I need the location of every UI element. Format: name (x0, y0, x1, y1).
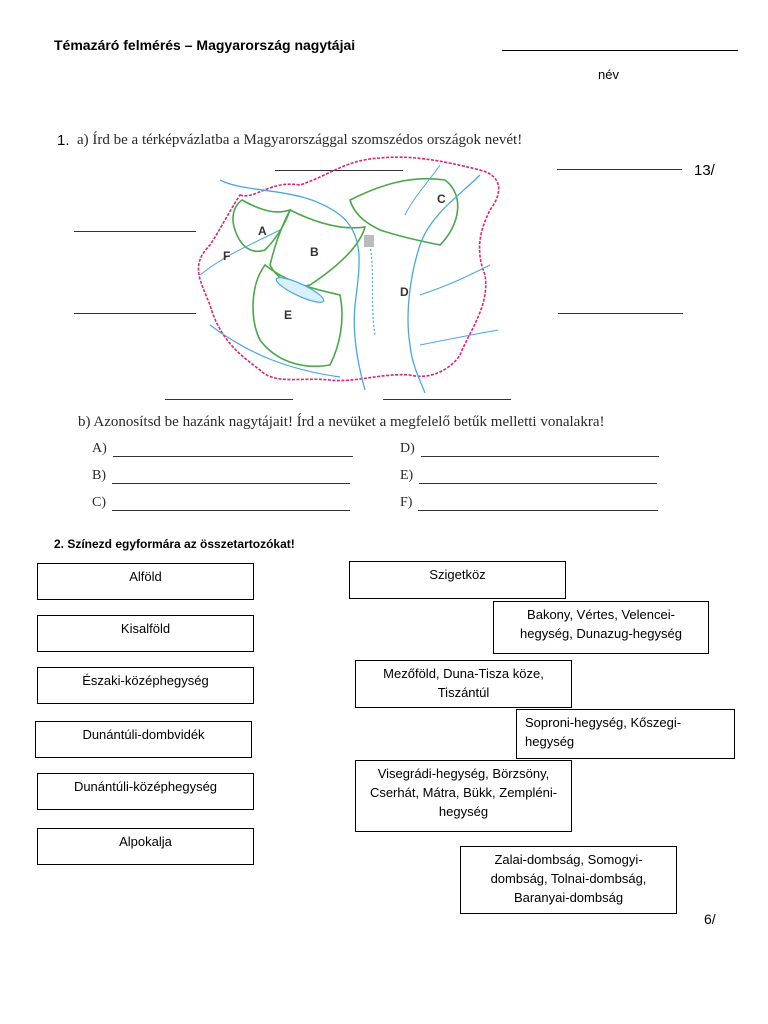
page-title: Témazáró felmérés – Magyarország nagytájai (54, 37, 356, 53)
task1-number: 1. (57, 132, 70, 149)
river-drava (210, 325, 340, 377)
answer-f-label: F) (400, 495, 413, 510)
box-bakony[interactable]: Bakony, Vértes, Velencei-hegység, Dunazug-hegység (493, 601, 709, 654)
answer-a-label: A) (92, 441, 107, 456)
answer-f-line[interactable] (418, 498, 658, 511)
map-letter-c: C (437, 192, 446, 206)
box-dunantuli-kozephegyseg[interactable]: Dunántúli-középhegység (37, 773, 254, 810)
box-soproni[interactable]: Soproni-hegység, Kőszegi-hegység (516, 709, 735, 759)
task1-score: 13/ (694, 162, 715, 179)
answer-a (92, 441, 353, 457)
answer-f (400, 495, 658, 511)
country-blank-northwest[interactable] (74, 231, 196, 232)
box-eszaki-kozephegyseg[interactable]: Északi-középhegység (37, 667, 254, 704)
river-koros (420, 265, 490, 295)
task1-part-b: b) Azonosítsd be hazánk nagytájait! Írd a nevüket a megfelelő betűk melletti vonalakra! (78, 414, 605, 430)
answer-b-line[interactable] (112, 471, 350, 484)
answer-d-line[interactable] (421, 444, 659, 457)
answer-e (400, 468, 657, 484)
answer-b (92, 468, 350, 484)
budapest-marker (364, 235, 374, 247)
map-letter-b: B (310, 245, 319, 259)
answer-c (92, 495, 350, 511)
answer-a-line[interactable] (113, 444, 353, 457)
task2-heading: 2. Színezd egyformára az összetartozókat! (54, 537, 295, 551)
box-zalai[interactable]: Zalai-dombság, Somogyi-dombság, Tolnai-dombság, Baranyai-dombság (460, 846, 677, 914)
name-line[interactable] (502, 50, 738, 51)
country-blank-south[interactable] (383, 399, 511, 400)
country-blank-southwest[interactable] (165, 399, 293, 400)
box-szigetkoz[interactable]: Szigetköz (349, 561, 566, 599)
hungary-map (180, 155, 510, 395)
answer-e-label: E) (400, 468, 414, 483)
box-dunantuli-dombvidek[interactable]: Dunántúli-dombvidék (35, 721, 252, 758)
box-kisalfold[interactable]: Kisalföld (37, 615, 254, 652)
country-blank-northeast[interactable] (557, 169, 682, 170)
box-visegradi[interactable]: Visegrádi-hegység, Börzsöny, Cserhát, Mátra, Bükk, Zempléni-hegység (355, 760, 572, 832)
river-sajo (405, 165, 440, 215)
box-mezofold[interactable]: Mezőföld, Duna-Tisza köze, Tiszántúl (355, 660, 572, 708)
answer-b-label: B) (92, 468, 106, 483)
task2-score: 6/ (704, 911, 716, 927)
river-maros (420, 330, 498, 345)
name-label: név (598, 67, 619, 82)
task1-part-a: a) Írd be a térképvázlatba a Magyarországgal szomszédos országok nevét! (77, 132, 523, 148)
answer-d (400, 441, 659, 457)
map-letter-d: D (400, 285, 409, 299)
map-letter-f: F (223, 249, 231, 263)
map-letter-e: E (284, 308, 293, 322)
box-alfold[interactable]: Alföld (37, 563, 254, 600)
region-dombvidek (253, 265, 342, 366)
river-tisza (408, 175, 480, 393)
answer-e-line[interactable] (419, 471, 657, 484)
country-blank-west[interactable] (74, 313, 196, 314)
box-alpokalja[interactable]: Alpokalja (37, 828, 254, 865)
map-letter-a: A (258, 224, 267, 238)
answer-d-label: D) (400, 441, 415, 456)
answer-c-line[interactable] (112, 498, 350, 511)
country-blank-east[interactable] (558, 313, 683, 314)
channel-dotted (370, 245, 375, 335)
answer-c-label: C) (92, 495, 106, 510)
